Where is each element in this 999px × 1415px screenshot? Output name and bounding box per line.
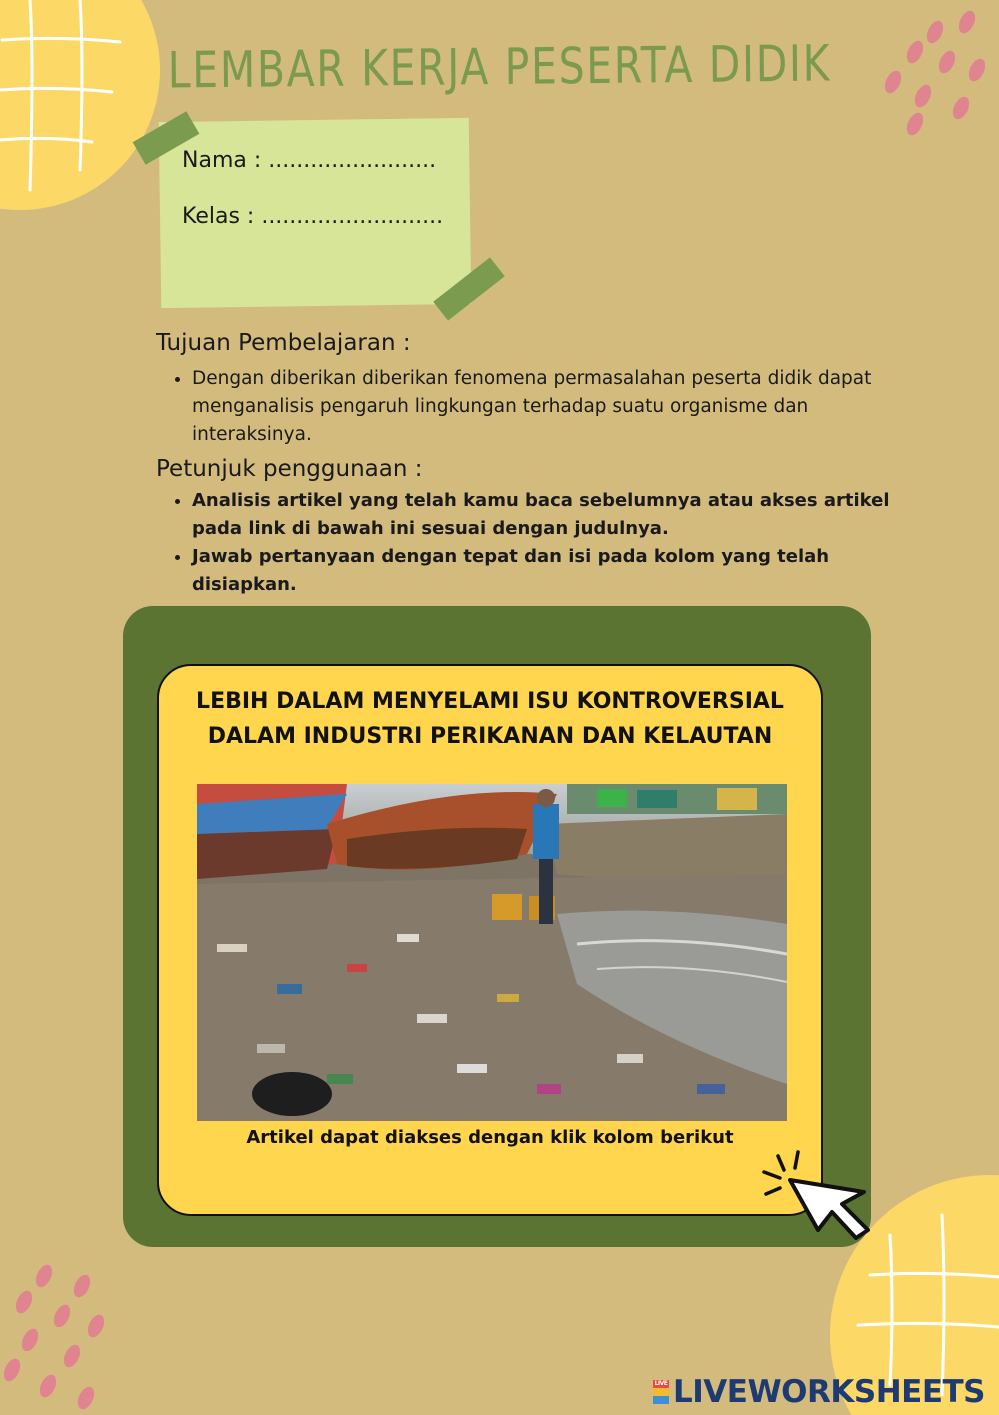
instructions-heading: Petunjuk penggunaan :	[156, 456, 423, 482]
name-field[interactable]: Nama : ........................	[182, 148, 437, 173]
article-photo[interactable]	[197, 784, 787, 1121]
article-title-line-1: LEBIH DALAM MENYELAMI ISU KONTROVERSIAL	[196, 689, 784, 714]
cursor-click-icon[interactable]	[760, 1150, 880, 1240]
decor-circle-top-left	[0, 0, 170, 250]
class-field[interactable]: Kelas : ..........................	[182, 204, 444, 229]
liveworksheets-logo	[653, 1374, 985, 1410]
article-title-line-2: DALAM INDUSTRI PERIKANAN DAN KELAUTAN	[207, 724, 773, 749]
instructions-list	[160, 487, 892, 599]
objectives-heading: Tujuan Pembelajaran :	[156, 330, 411, 356]
logo-badge: LIVE	[653, 1380, 669, 1404]
list-item: • Jawab pertanyaan dengan tepat dan isi pada kolom yang telah disiapkan.	[192, 543, 892, 599]
objectives-list	[160, 365, 892, 449]
logo-text: LIVEWORKSHEETS	[673, 1374, 985, 1410]
decor-dots-bottom-left	[0, 1260, 110, 1415]
list-item: • Dengan diberikan diberikan fenomena permasalahan peserta didik dapat menganalisis pengaruh lingkungan terhadap suatu organisme dan interaksinya.	[192, 365, 892, 449]
article-title	[157, 684, 823, 754]
article-caption: Artikel dapat diakses dengan klik kolom berikut	[246, 1127, 734, 1148]
page-title: LEMBAR KERJA PESERTA DIDIK	[167, 34, 832, 100]
list-item: • Analisis artikel yang telah kamu baca sebelumnya atau akses artikel pada link di bawah ini sesuai dengan judulnya.	[192, 487, 892, 543]
